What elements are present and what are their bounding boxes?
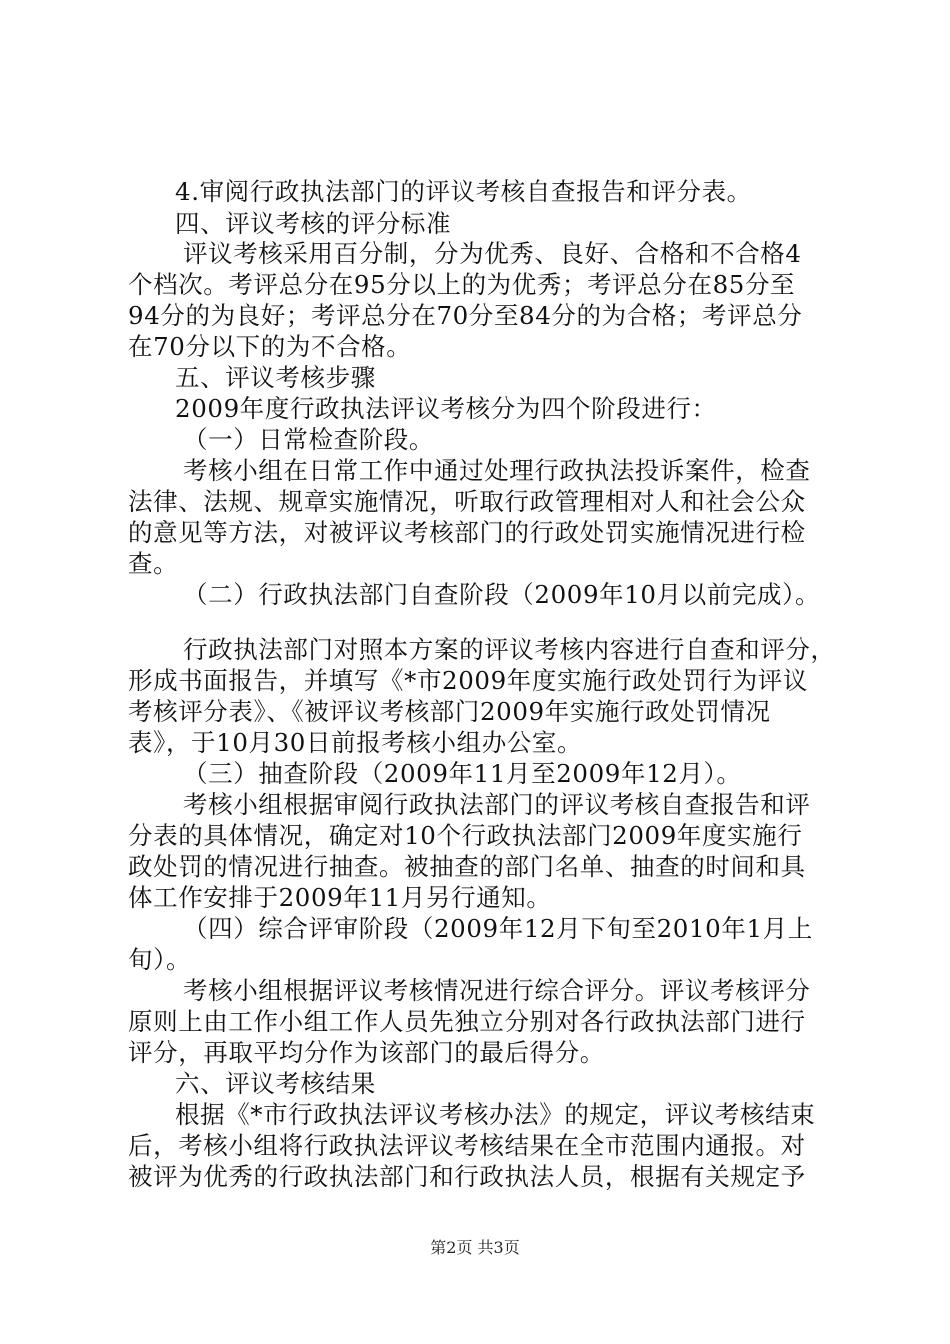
body-line: 4.审阅行政执法部门的评议考核自查报告和评分表。 [175, 177, 752, 206]
body-line: 根据《*市行政执法评议考核办法》的规定，评议考核结束 [175, 1100, 816, 1129]
body-line: 的意见等方法，对被评议考核部门的行政处罚实施情况进行检 [128, 518, 806, 547]
subsection-heading: （一）日常检查阶段。 [183, 425, 434, 454]
body-line: 考核小组在日常工作中通过处理行政执法投诉案件，检查 [183, 456, 811, 485]
body-line: 查。 [128, 549, 179, 578]
subsection-heading: （三）抽查阶段（2009年11月至2009年12月）。 [183, 759, 742, 788]
body-line: 评议考核采用百分制，分为优秀、良好、合格和不合格4 [183, 239, 802, 268]
body-line: 评分，再取平均分作为该部门的最后得分。 [128, 1038, 605, 1067]
body-line: 个档次。考评总分在95分以上的为优秀；考评总分在85分至 [128, 270, 796, 299]
body-line: 被评为优秀的行政执法部门和行政执法人员，根据有关规定予 [128, 1162, 806, 1191]
body-line: 考核小组根据评议考核情况进行综合评分。评议考核评分 [183, 976, 811, 1005]
body-line: 政处罚的情况进行抽查。被抽查的部门名单、抽查的时间和具 [128, 852, 806, 881]
body-line: 94分的为良好；考评总分在70分至84分的为合格；考评总分 [128, 301, 803, 330]
body-line: 分表的具体情况，确定对10个行政执法部门2009年度实施行 [128, 821, 803, 850]
body-line: 旬）。 [128, 945, 192, 974]
section-heading: 四、评议考核的评分标准 [175, 209, 452, 238]
body-line: 在70分以下的为不合格。 [128, 332, 412, 361]
body-line: 形成书面报告，并填写《*市2009年度实施行政处罚行为评议 [128, 666, 808, 695]
body-line: 后，考核小组将行政执法评议考核结果在全市范围内通报。对 [128, 1131, 806, 1160]
body-line: 原则上由工作小组工作人员先独立分别对各行政执法部门进行 [128, 1007, 806, 1036]
body-line: 2009年度行政执法评议考核分为四个阶段进行： [175, 394, 717, 423]
body-line: 法律、法规、规章实施情况，听取行政管理相对人和社会公众 [128, 487, 806, 516]
section-heading: 五、评议考核步骤 [175, 363, 376, 392]
section-heading: 六、评议考核结果 [175, 1069, 376, 1098]
body-line: 考核评分表》、《被评议考核部门2009年实施行政处罚情况 [128, 697, 771, 726]
body-line: 考核小组根据审阅行政执法部门的评议考核自查报告和评 [183, 790, 811, 819]
page-number-footer: 第2页 共3页 [430, 1238, 520, 1257]
subsection-heading: （二）行政执法部门自查阶段（2009年10月以前完成）。 [183, 580, 821, 609]
body-line: 表》，于10月30日前报考核小组办公室。 [128, 728, 583, 757]
subsection-heading: （四）综合评审阶段（2009年12月下旬至2010年1月上 [183, 914, 813, 943]
body-line: 行政执法部门对照本方案的评议考核内容进行自查和评分， [183, 635, 836, 664]
body-line: 体工作安排于2009年11月另行通知。 [128, 883, 552, 912]
